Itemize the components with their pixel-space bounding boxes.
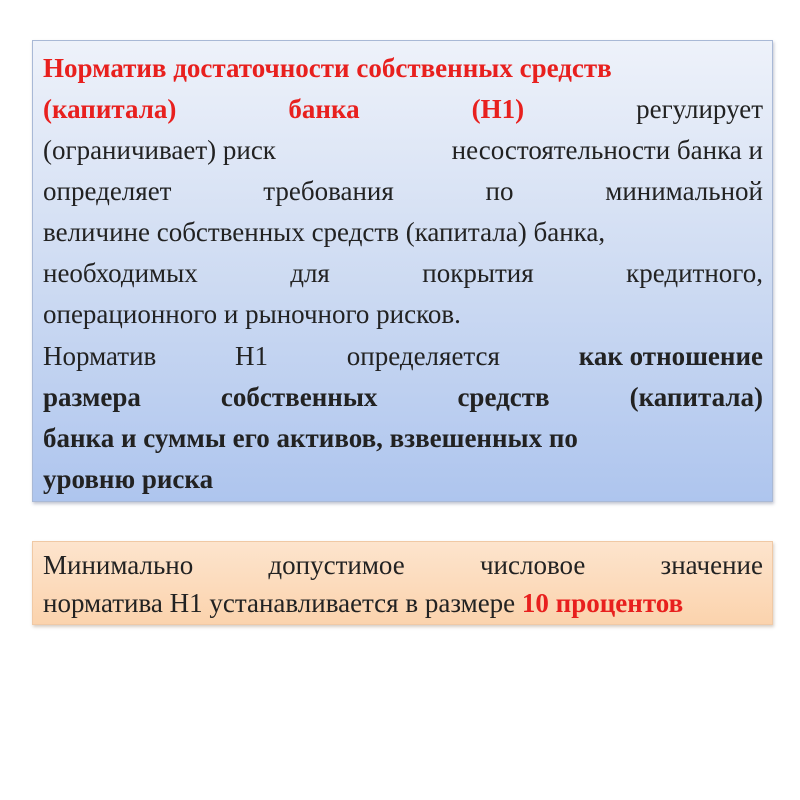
definition-line-5 [43,212,763,252]
body-word: определяет [43,176,172,206]
bold-word: размера [43,382,141,412]
body-word: Н1 [235,341,269,371]
definition-line-11 [43,459,763,499]
definition-title-text: Норматив достаточности собственных средств [43,53,612,83]
minimum-value-line-1 [43,545,763,585]
definition-line-6 [43,253,763,293]
title-word: (капитала) [43,94,177,124]
body-phrase: величине собственных средств (капитала) банка, [43,217,606,247]
definition-line-7 [43,294,763,334]
definition-line-2 [43,89,763,129]
body-word: числовое [479,550,586,580]
bold-word: средств [457,382,550,412]
body-word: определяется [346,341,500,371]
body-phrase: (ограничивает) риск [43,135,276,165]
bold-phrase: уровню риска [43,464,214,494]
body-word: кредитного, [626,258,763,288]
body-word: Норматив [43,341,157,371]
definition-line-3 [43,130,763,170]
bold-word: собственных [220,382,378,412]
body-phrase: операционного и рыночного рисков. [43,299,461,329]
body-word: покрытия [422,258,534,288]
body-word: регулирует [636,94,763,124]
definition-line-1 [43,48,763,88]
definition-line-10 [43,418,763,458]
body-word: для [290,258,330,288]
minimum-value-highlight: 10 процентов [521,588,684,618]
bold-word: (капитала) [629,382,763,412]
body-word: минимальной [605,176,763,206]
body-word: по [485,176,514,206]
title-word: (Н1) [471,94,525,124]
bold-phrase: как отношение [578,341,763,371]
body-word: допустимое [268,550,405,580]
body-word: Минимально [43,550,194,580]
body-word: требования [263,176,394,206]
definition-line-4 [43,171,763,211]
title-word: банка [288,94,360,124]
minimum-value-line-2 [43,583,763,623]
body-phrase: несостоятельности банка и [451,135,763,165]
bold-phrase: банка и суммы его активов, взвешенных по [43,423,578,453]
definition-line-9 [43,377,763,417]
definition-line-8 [43,336,763,376]
body-phrase: норматива Н1 устанавливается в размере [43,588,522,618]
body-word: значение [660,550,763,580]
body-word: необходимых [43,258,198,288]
